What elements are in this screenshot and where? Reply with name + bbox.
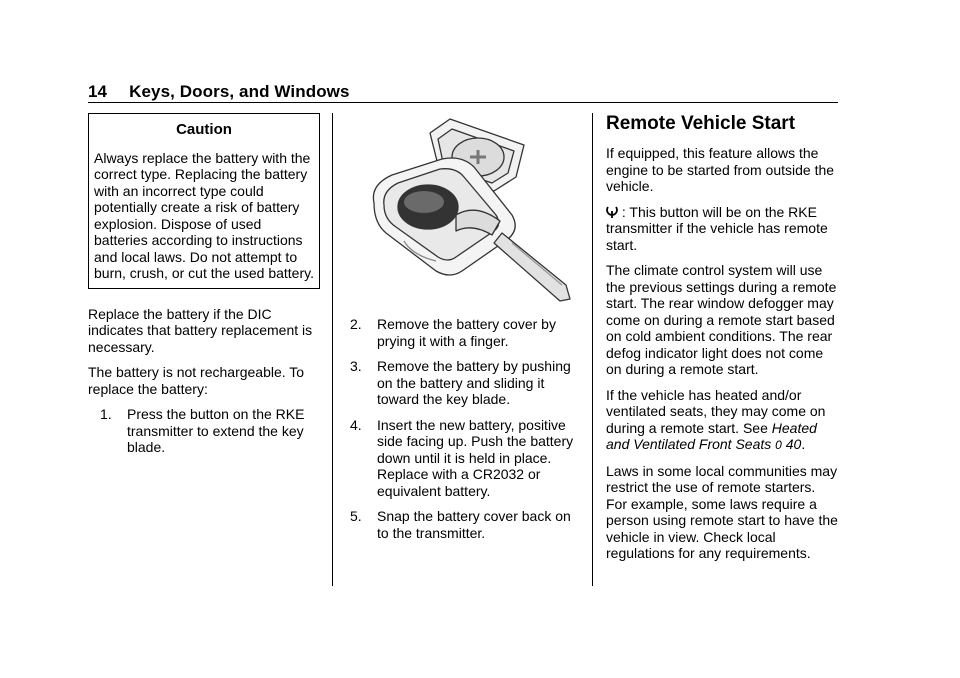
not-rechargeable-paragraph: The battery is not rechargeable. To replace the battery: (88, 364, 305, 397)
heated-seats-text: If the vehicle has heated and/or ventilated seats, they may come on during a remote start. See (606, 386, 826, 436)
step-number: 1. (100, 406, 112, 422)
remote-start-button-text: : This button will be on the RKE transmitter if the vehicle has remote start. (606, 203, 828, 253)
page-header (88, 82, 350, 102)
step-number: 4. (350, 416, 362, 433)
climate-control-paragraph: The climate control system will use the previous settings during a remote start. The rear window defogger may come on during a remote start based on cold ambient conditions. The rear defog indicator light does not come on during a remote start. (606, 262, 837, 377)
sentence-end: . (801, 436, 806, 452)
step-item (350, 417, 580, 500)
step-item (350, 358, 580, 408)
column-divider-1 (332, 113, 333, 586)
header-rule (88, 102, 838, 103)
page-reference[interactable]: 40 (781, 436, 802, 452)
heated-seats-link[interactable]: Heated and Ventilated Front Seats (606, 419, 817, 452)
caution-box (88, 113, 320, 289)
step-text: Insert the new battery, positive side facing up. Push the battery down until it is held in place. Replace with a CR2032 or equivalent battery. (377, 416, 574, 499)
step-item (100, 406, 320, 456)
remote-start-button-paragraph (606, 204, 838, 254)
heated-seats-paragraph (606, 387, 838, 454)
step-text: Remove the battery cover by prying it with a finger. (377, 316, 556, 349)
column-3 (606, 113, 838, 571)
step-number: 3. (350, 358, 362, 374)
column-divider-2 (592, 113, 593, 586)
step-item (350, 316, 580, 349)
step-number: 5. (350, 508, 362, 524)
step-text: Remove the battery by pushing on the battery and sliding it toward the key blade. (377, 358, 571, 407)
caution-body: Always replace the battery with the correct type. Replacing the battery with an incorrect type could potentially create a risk of battery explosion. Dispose of used batteries according to instructions and local laws. Do not attempt to burn, crush, or cut the used battery. (94, 149, 314, 281)
battery-replace-paragraph: Replace the battery if the DIC indicates that battery replacement is necessary. (88, 305, 313, 355)
remote-start-icon (606, 205, 618, 219)
key-fob-battery-illustration (352, 115, 577, 305)
column-1 (88, 113, 320, 465)
step-text: Press the button on the RKE transmitter to extend the key blade. (127, 406, 305, 455)
step-number: 2. (350, 316, 362, 332)
steps-list-2 (350, 316, 580, 541)
page-number: 14 (88, 82, 108, 101)
step-text: Snap the battery cover back on to the transmitter. (377, 508, 571, 541)
remote-start-intro: If equipped, this feature allows the engine to be started from outside the vehicle. (606, 145, 835, 194)
steps-list-1 (88, 406, 320, 456)
cross-reference-icon: 0 (775, 438, 782, 452)
step-item (350, 508, 580, 541)
section-title: Keys, Doors, and Windows (129, 82, 350, 101)
caution-title: Caution (176, 121, 232, 138)
local-laws-paragraph: Laws in some local communities may restrict the use of remote starters. For example, some laws require a person using remote start to have the vehicle in view. Check local regulations for any requirements. (606, 462, 838, 561)
column-2 (350, 113, 580, 550)
section-heading: Remote Vehicle Start (606, 113, 796, 134)
